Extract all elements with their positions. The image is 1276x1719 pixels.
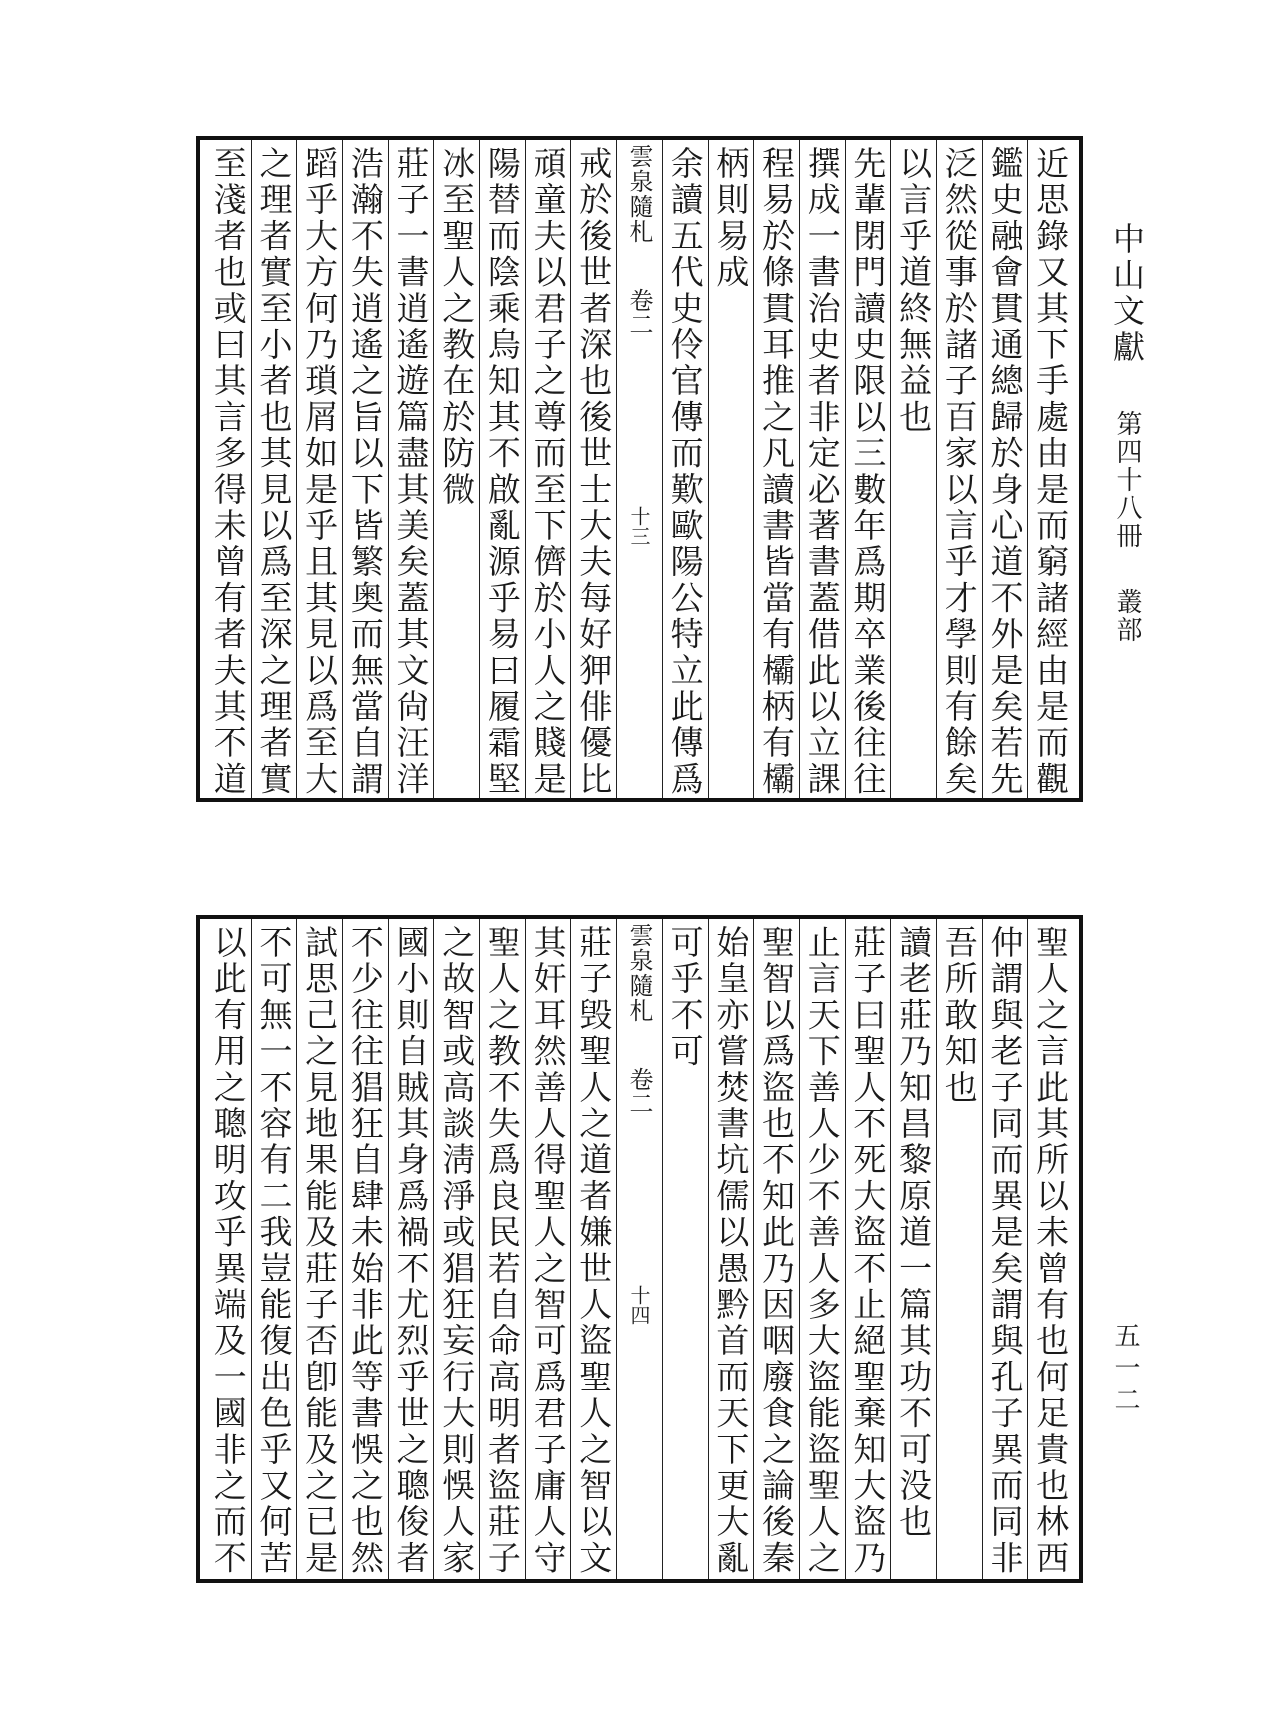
text-column	[845, 919, 891, 1579]
column-text: 止言天下善人少不善人多大盜能盜聖人之	[802, 925, 842, 1577]
column-text: 其奸耳然善人得聖人之智可爲君子庸人守	[528, 925, 568, 1577]
volume-label: 第四十八冊	[1112, 410, 1142, 551]
column-text: 戒於後世者深也後世士大夫每好狎俳優比	[574, 146, 614, 798]
banner-column	[616, 140, 662, 798]
column-text: 冰至聖人之教在於防微	[437, 146, 477, 508]
text-column	[433, 140, 479, 798]
column-text: 聖人之言此其所以未曾有也何足貴也林西	[1031, 925, 1071, 1577]
text-column	[296, 919, 342, 1579]
text-column	[251, 919, 297, 1579]
column-text: 始皇亦嘗焚書坑儒以愚黔首而天下更大亂	[711, 925, 751, 1577]
text-column	[799, 919, 845, 1579]
text-column	[845, 140, 891, 798]
banner-book-title: 雲泉隨札	[624, 144, 653, 244]
top-page-columns	[200, 140, 1079, 798]
column-text: 余讀五代史伶官傳而歎歐陽公特立此傳爲	[665, 146, 705, 798]
bottom-page-columns	[200, 919, 1079, 1579]
column-text: 試思己之見地果能及莊子否卽能及之已是	[300, 925, 340, 1577]
column-text: 陽替而陰乘烏知其不啟亂源乎易曰履霜堅	[482, 146, 522, 798]
column-text: 至淺者也或曰其言多得未曾有者夫其不道	[208, 146, 248, 798]
column-text: 讀老莊乃知昌黎原道一篇其功不可没也	[894, 925, 934, 1541]
column-text: 不少往往猖狂自肆未始非此等書悞之也然	[345, 925, 385, 1577]
column-text: 莊子曰聖人不死大盜不止絕聖棄知大盜乃	[848, 925, 888, 1577]
text-column	[982, 919, 1028, 1579]
text-column	[662, 919, 708, 1579]
banner-leaf-number: 十三	[626, 506, 651, 546]
text-column	[342, 919, 388, 1579]
banner-book-title: 雲泉隨札	[624, 923, 653, 1023]
text-column	[388, 140, 434, 798]
text-column	[799, 140, 845, 798]
section-label: 叢部	[1112, 588, 1142, 645]
column-text: 程易於條貫耳推之凡讀書皆當有欛柄有欛	[757, 146, 797, 798]
column-text: 不可無一不容有二我豈能復出色乎又何苦	[254, 925, 294, 1577]
text-column	[206, 140, 251, 798]
column-text: 可乎不可	[665, 925, 705, 1070]
column-text: 吾所敢知也	[939, 925, 979, 1106]
text-column	[1027, 919, 1073, 1579]
column-text: 莊子毁聖人之道者嫌世人盜聖人之智以文	[574, 925, 614, 1577]
text-column	[479, 919, 525, 1579]
text-column	[570, 919, 616, 1579]
column-text: 聖人之教不失爲良民若自命高明者盜莊子	[482, 925, 522, 1577]
column-text: 聖智以爲盜也不知此乃因咽廢食之論後秦	[757, 925, 797, 1577]
page-number: 五一二	[1110, 1322, 1140, 1418]
collection-title: 中山文獻	[1108, 222, 1146, 366]
column-text: 國小則自賊其身爲禍不尤烈乎世之聰俊者	[391, 925, 431, 1577]
text-column	[753, 140, 799, 798]
banner-juan: 卷二	[624, 1067, 653, 1115]
text-column	[570, 140, 616, 798]
column-text: 浩瀚不失逍遙之旨以下皆繁奥而無當自謂	[345, 146, 385, 798]
banner-leaf-number: 十四	[626, 1285, 651, 1325]
column-text: 蹈乎大方何乃瑣屑如是乎且其見以爲至大	[300, 146, 340, 798]
column-text: 之故智或高談淸淨或猖狂妄行大則悞人家	[437, 925, 477, 1577]
banner-juan: 卷二	[624, 288, 653, 336]
text-column	[1027, 140, 1073, 798]
text-column	[525, 919, 571, 1579]
text-column	[936, 919, 982, 1579]
text-column	[890, 919, 936, 1579]
column-text: 以言乎道終無益也	[894, 146, 934, 436]
text-column	[662, 140, 708, 798]
column-text: 鑑史融會貫通總歸於身心道不外是矣若先	[985, 146, 1025, 798]
text-column	[982, 140, 1028, 798]
text-column	[433, 919, 479, 1579]
text-column	[936, 140, 982, 798]
text-column	[251, 140, 297, 798]
bottom-page-frame	[196, 915, 1083, 1583]
column-text: 撰成一書治史者非定必著書蓋借此以立課	[802, 146, 842, 798]
column-text: 泛然從事於諸子百家以言乎才學則有餘矣	[939, 146, 979, 798]
text-column	[708, 919, 754, 1579]
text-column	[708, 140, 754, 798]
margin-header	[1104, 222, 1150, 644]
column-text: 頑童夫以君子之尊而至下儕於小人之賤是	[528, 146, 568, 798]
text-column	[479, 140, 525, 798]
text-column	[753, 919, 799, 1579]
column-text: 仲謂與老子同而異是矣謂與孔子異而同非	[985, 925, 1025, 1577]
column-text: 柄則易成	[711, 146, 751, 291]
text-column	[296, 140, 342, 798]
text-column	[525, 140, 571, 798]
text-column	[342, 140, 388, 798]
column-text: 以此有用之聰明攻乎異端及一國非之而不	[208, 925, 248, 1577]
text-column	[206, 919, 251, 1579]
text-column	[388, 919, 434, 1579]
text-column	[890, 140, 936, 798]
column-text: 近思錄又其下手處由是而窮諸經由是而觀	[1031, 146, 1071, 798]
column-text: 之理者實至小者也其見以爲至深之理者實	[254, 146, 294, 798]
column-text: 先輩閉門讀史限以三數年爲期卒業後往往	[848, 146, 888, 798]
top-page-frame	[196, 136, 1083, 802]
banner-column	[616, 919, 662, 1579]
column-text: 莊子一書逍遙遊篇盡其美矣蓋其文尙汪洋	[391, 146, 431, 798]
